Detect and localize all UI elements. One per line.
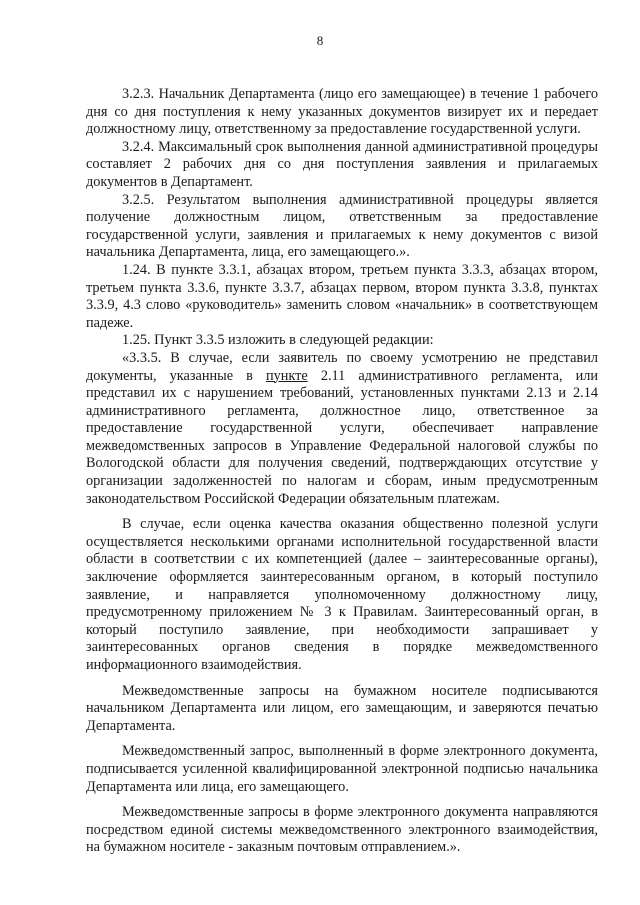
paragraph-3-3-5-after: 2.11 административного регламента, или представил их с нарушением требований, установленных пунктами 2.13 и 2.14 административного регламента, должностное лицо, ответственное за предоставление государственной услуги, обеспечивает направление межведомственных запросов в Управление Федеральной налоговой службы по Вологодской области для получения сведений, подтверждающих отсутствие у организации задолженностей по налогам и сборам, иным предусмотренным законодательством Российской Федерации обязательным платежам. — [86, 367, 599, 507]
page-number: 8 — [316, 33, 324, 48]
paragraph-3-3-5 — [86, 350, 598, 508]
paragraph-interested-bodies: В случае, если оценка качества оказания общественно полезной услуги осуществляется несколькими органами исполнительной государственной власти области в соответствии с их компетенцией (далее – заинтересованные органы), заключение оформляется заинтересованным органом, в который поступило заявление, и направляется уполномоченному должностному лицу, предусмотренному приложением № 3 к Правилам. Заинтересованный орган, в который поступило заявление, при необходимости запрашивает у заинтересованных органов сведения в порядке межведомственного информационного взаимодействия. — [86, 516, 598, 673]
paragraph-request-delivery: Межведомственные запросы в форме электронного документа направляются посредством единой системы межведомственного электронного взаимодействия, на бумажном носителе - заказным почтовым отправлением.». — [86, 804, 598, 856]
paragraph-3-2-3: 3.2.3. Начальник Департамента (лицо его замещающее) в течение 1 рабочего дня со дня поступления к нему указанных документов визирует их и передает должностному лицу, ответственному за предоставление государственной услуги. — [86, 86, 598, 138]
link-punkte[interactable]: пункте — [265, 367, 308, 384]
paragraph-1-25: 1.25. Пункт 3.3.5 изложить в следующей редакции: — [122, 332, 434, 349]
paragraph-electronic-request: Межведомственный запрос, выполненный в форме электронного документа, подписывается усиленной квалифицированной электронной подписью начальника Департамента или лица, его замещающего. — [86, 743, 598, 795]
paragraph-1-24: 1.24. В пункте 3.3.1, абзацах втором, третьем пункта 3.3.3, абзацах втором, третьем пункта 3.3.6, пункте 3.3.7, абзацах первом, втором пункта 3.3.8, пунктах 3.3.9, 4.3 слово «руководитель» заменить словом «начальник» в соответствующем падеже. — [86, 261, 598, 331]
paragraph-3-3-5-before: «3.3.5. В случае, если заявитель по своему усмотрению не представил документы, указанные в — [86, 349, 598, 384]
paragraph-3-2-5: 3.2.5. Результатом выполнения административной процедуры является получение должностным лицом, ответственным за предоставление государственной услуги, заявления и прилагаемых к нему документов с визой начальника Департамента, лица, его замещающего.». — [86, 191, 598, 261]
paragraph-3-2-4: 3.2.4. Максимальный срок выполнения данной административной процедуры составляет 2 рабочих дня со дня поступления заявления и прилагаемых документов в Департамент. — [86, 138, 598, 190]
document-body — [86, 86, 598, 857]
paragraph-paper-requests: Межведомственные запросы на бумажном носителе подписываются начальником Департамента или лицом, его замещающим, и заверяются печатью Департамента. — [86, 682, 598, 734]
